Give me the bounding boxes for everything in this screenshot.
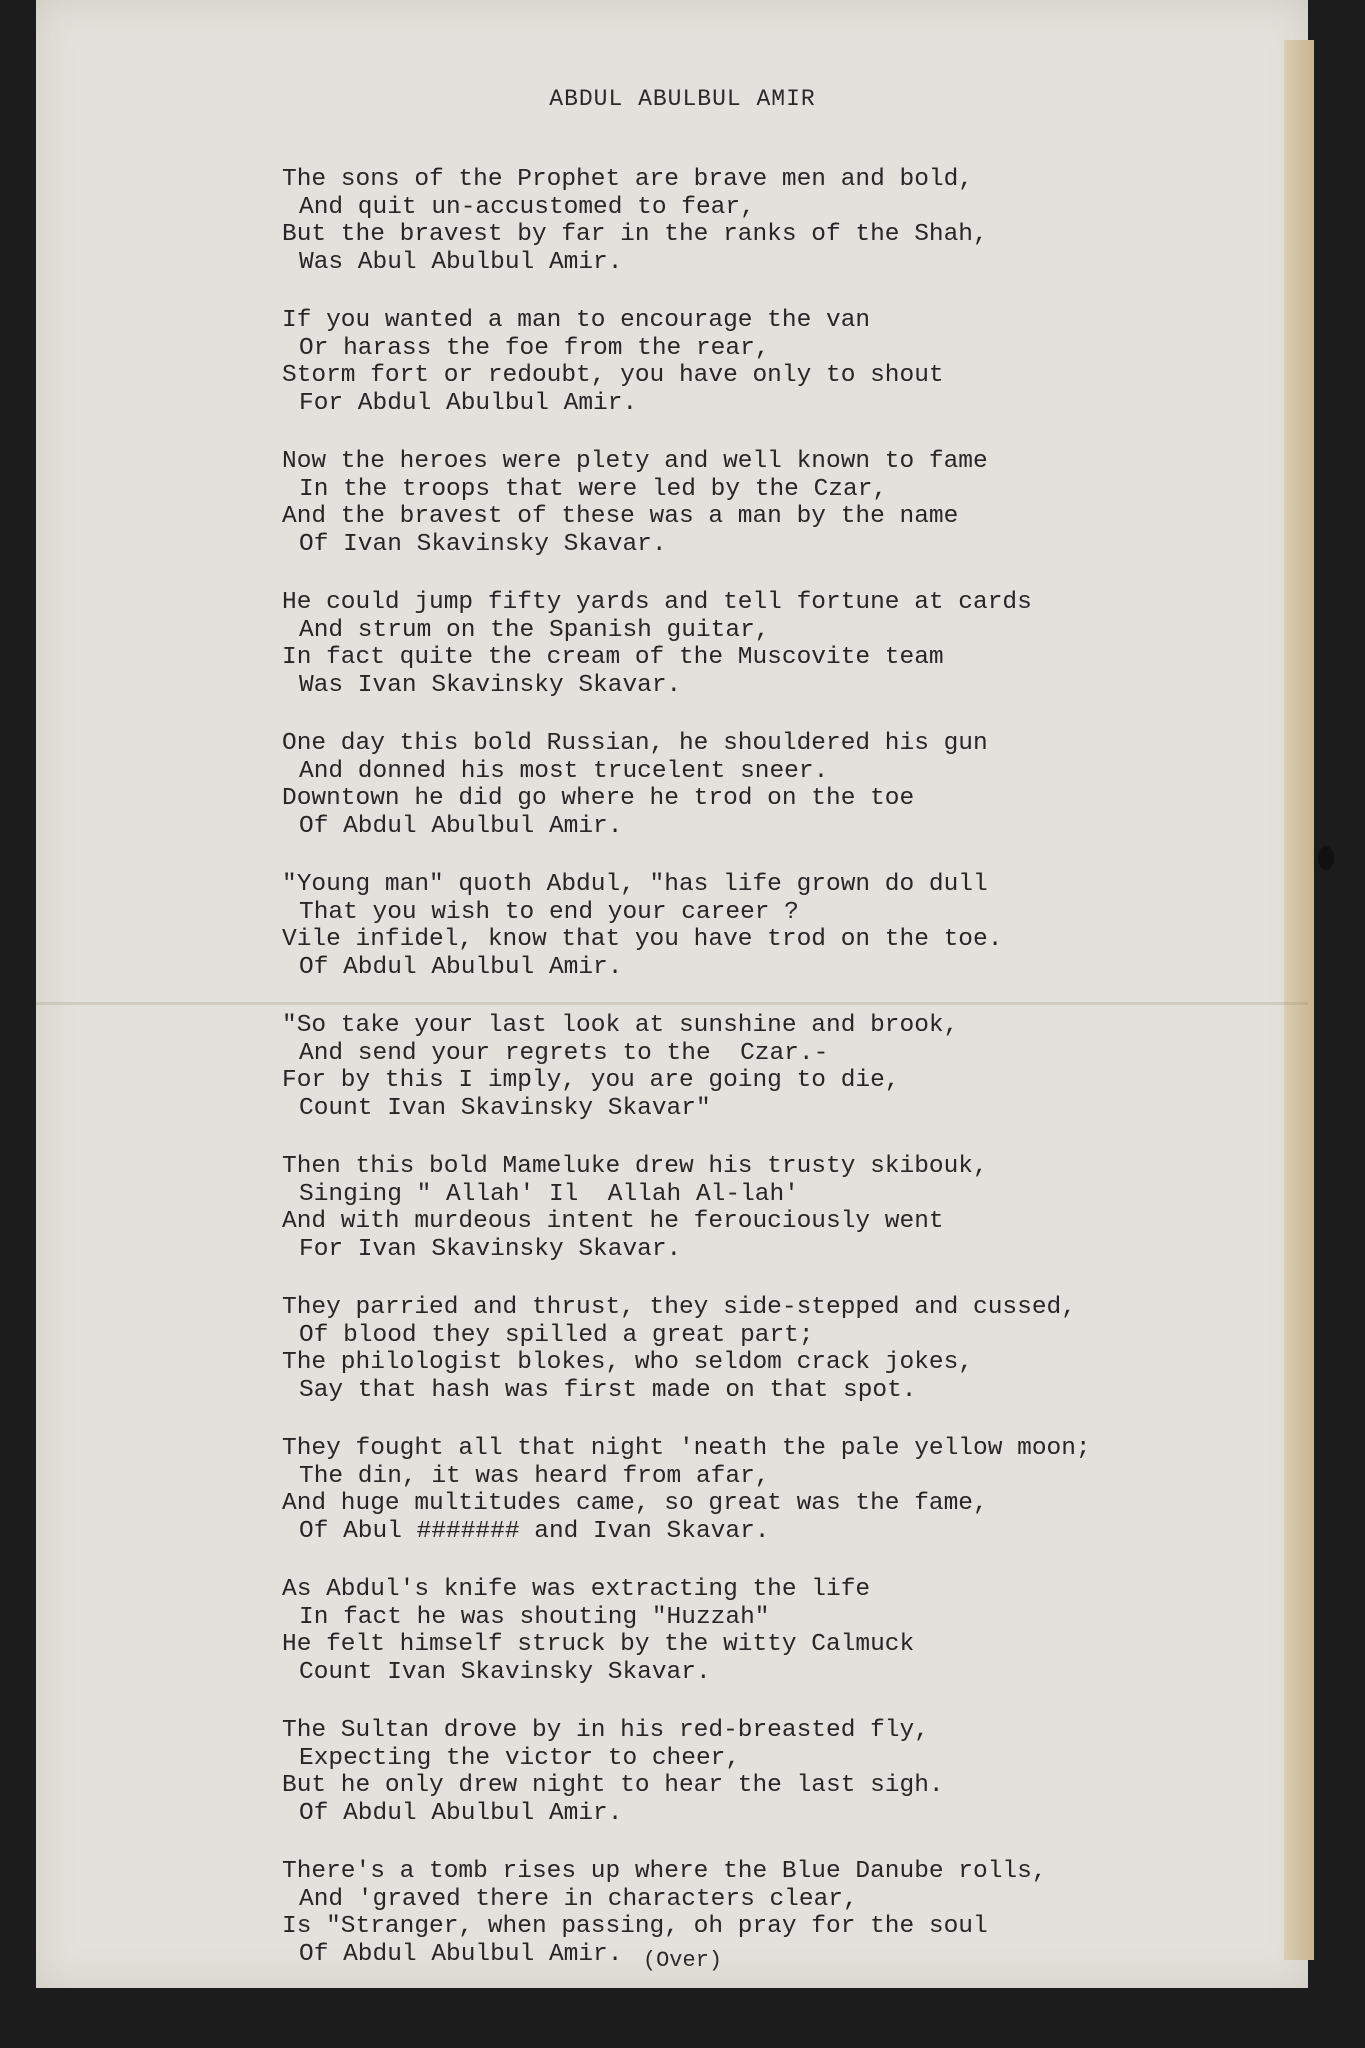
stanza — [282, 1435, 1202, 1545]
poem-line: And 'graved there in characters clear, — [299, 1885, 858, 1913]
over-note: (Over) — [642, 1948, 723, 1973]
poem-line: He could jump fifty yards and tell fortune at cards — [282, 589, 1032, 616]
poem-body — [282, 166, 1202, 1999]
poem-line: They fought all that night 'neath the pale yellow moon; — [282, 1435, 1091, 1462]
stanza — [282, 730, 1202, 840]
poem-line: As Abdul's knife was extracting the life — [282, 1576, 871, 1603]
poem-line: Now the heroes were plety and well known to fame — [282, 448, 988, 475]
poem-line: There's a tomb rises up where the Blue Danube rolls, — [282, 1858, 1047, 1885]
stanza — [282, 166, 1202, 276]
poem-line: Singing " Allah' Il Allah Al-lah' — [299, 1180, 799, 1208]
poem-line: Count Ivan Skavinsky Skavar" — [299, 1094, 711, 1122]
poem-line: Count Ivan Skavinsky Skavar. — [299, 1658, 711, 1686]
stanza — [282, 1012, 1202, 1122]
stanza — [282, 307, 1202, 417]
stanza — [282, 448, 1202, 558]
stanza — [282, 1294, 1202, 1404]
poem-line: Of Abdul Abulbul Amir. — [299, 1799, 623, 1827]
poem-line: Was Abul Abulbul Amir. — [299, 248, 623, 276]
poem-line: In fact he was shouting "Huzzah" — [299, 1603, 770, 1631]
poem-line: But he only drew night to hear the last sigh. — [282, 1772, 944, 1799]
poem-line: They parried and thrust, they side-stepped and cussed, — [282, 1294, 1076, 1321]
poem-line: And with murdeous intent he ferouciously went — [282, 1208, 944, 1235]
poem-line: Was Ivan Skavinsky Skavar. — [299, 671, 682, 699]
poem-title: ABDUL ABULBUL AMIR — [549, 86, 816, 112]
binder-hole — [1318, 846, 1334, 870]
poem-line: In the troops that were led by the Czar, — [299, 475, 888, 503]
poem-line: Say that hash was first made on that spot. — [299, 1376, 917, 1404]
stanza — [282, 1153, 1202, 1263]
poem-line: Or harass the foe from the rear, — [299, 334, 770, 362]
poem-line: Of Abdul Abulbul Amir. — [299, 812, 623, 840]
poem-line: And send your regrets to the Czar.- — [299, 1039, 829, 1067]
poem-line: Of Ivan Skavinsky Skavar. — [299, 530, 667, 558]
poem-line: Is "Stranger, when passing, oh pray for the soul — [282, 1913, 988, 1940]
stanza — [282, 871, 1202, 981]
poem-line: The sons of the Prophet are brave men and bold, — [282, 166, 974, 193]
poem-line: "So take your last look at sunshine and brook, — [282, 1012, 959, 1039]
paper-torn-edge — [1284, 40, 1314, 1960]
poem-line: Of Abdul Abulbul Amir. — [299, 953, 623, 981]
poem-line: And strum on the Spanish guitar, — [299, 616, 770, 644]
poem-line: For Abdul Abulbul Amir. — [299, 389, 638, 417]
stanza — [282, 1717, 1202, 1827]
stanza — [282, 589, 1202, 699]
poem-line: The Sultan drove by in his red-breasted fly, — [282, 1717, 929, 1744]
poem-line: And the bravest of these was a man by the name — [282, 503, 959, 530]
poem-line: Then this bold Mameluke drew his trusty skibouk, — [282, 1153, 988, 1180]
poem-line: The din, it was heard from afar, — [299, 1462, 770, 1490]
poem-line: Vile infidel, know that you have trod on the toe. — [282, 926, 1003, 953]
poem-line: Downtown he did go where he trod on the toe — [282, 785, 915, 812]
poem-line: And huge multitudes came, so great was the fame, — [282, 1490, 988, 1517]
poem-line: Of blood they spilled a great part; — [299, 1321, 814, 1349]
poem-line: Of Abul ####### and Ivan Skavar. — [299, 1517, 770, 1545]
poem-line: But the bravest by far in the ranks of the Shah, — [282, 221, 988, 248]
poem-line: And donned his most trucelent sneer. — [299, 757, 829, 785]
poem-line: If you wanted a man to encourage the van — [282, 307, 871, 334]
poem-line: For Ivan Skavinsky Skavar. — [299, 1235, 682, 1263]
poem-line: "Young man" quoth Abdul, "has life grown do dull — [282, 871, 988, 898]
poem-line: That you wish to end your career ? — [299, 898, 799, 926]
poem-line: For by this I imply, you are going to die, — [282, 1067, 900, 1094]
poem-line: He felt himself struck by the witty Calmuck — [282, 1631, 915, 1658]
poem-line: Of Abdul Abulbul Amir. — [299, 1940, 623, 1968]
stanza — [282, 1576, 1202, 1686]
poem-line: Storm fort or redoubt, you have only to shout — [282, 362, 944, 389]
poem-line: Expecting the victor to cheer, — [299, 1744, 741, 1772]
poem-line: The philologist blokes, who seldom crack jokes, — [282, 1349, 974, 1376]
poem-line: One day this bold Russian, he shouldered his gun — [282, 730, 988, 757]
poem-line: And quit un-accustomed to fear, — [299, 193, 755, 221]
poem-line: In fact quite the cream of the Muscovite team — [282, 644, 944, 671]
